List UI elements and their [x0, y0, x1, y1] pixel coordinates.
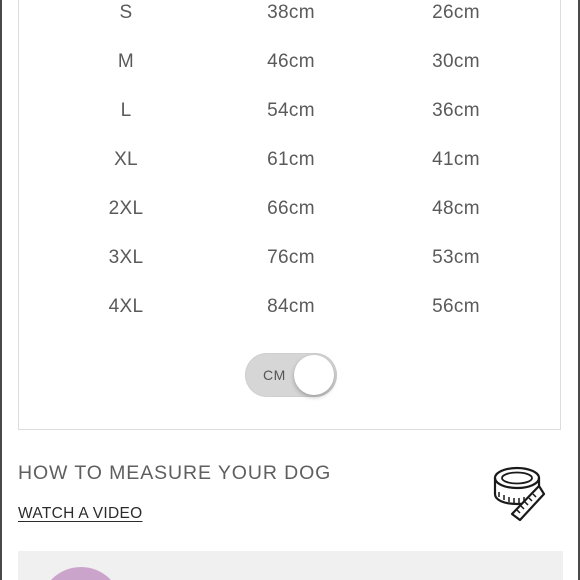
measurement-cell: 48cm — [432, 198, 480, 219]
size-cell: M — [117, 51, 135, 72]
measurement-cell: 38cm — [267, 2, 315, 23]
measurement-cell: 46cm — [267, 51, 315, 72]
measure-heading: HOW TO MEASURE YOUR DOG — [18, 462, 332, 484]
size-cell: 3XL — [108, 247, 144, 268]
size-cell: S — [119, 2, 133, 23]
table-row — [19, 0, 560, 28]
size-cell: XL — [114, 149, 138, 170]
table-row — [19, 96, 560, 126]
table-row — [19, 194, 560, 224]
toggle-knob — [294, 355, 334, 395]
unit-toggle-switch[interactable] — [245, 353, 337, 397]
measurement-cell: 56cm — [432, 296, 480, 317]
measurement-cell: 30cm — [432, 51, 480, 72]
size-cell: L — [120, 100, 132, 121]
size-cell: 2XL — [108, 198, 144, 219]
table-row — [19, 292, 560, 322]
size-chart-card — [18, 0, 561, 430]
measuring-tape-icon — [490, 464, 548, 524]
measurement-cell: 84cm — [267, 296, 315, 317]
measurement-cell: 76cm — [267, 247, 315, 268]
measurement-cell: 36cm — [432, 100, 480, 121]
table-row — [19, 145, 560, 175]
measurement-cell: 61cm — [267, 149, 315, 170]
watch-video-link[interactable]: WATCH A VIDEO — [18, 505, 143, 522]
table-row — [19, 47, 560, 77]
table-row — [19, 243, 560, 273]
avatar — [40, 567, 122, 580]
measurement-cell: 54cm — [267, 100, 315, 121]
measurement-cell: 41cm — [432, 149, 480, 170]
measurement-cell: 26cm — [432, 2, 480, 23]
bottom-panel — [18, 551, 563, 580]
frame-border-left — [0, 0, 2, 580]
unit-toggle-label: CM — [263, 367, 286, 383]
size-cell: 4XL — [108, 296, 144, 317]
measurement-cell: 53cm — [432, 247, 480, 268]
measurement-cell: 66cm — [267, 198, 315, 219]
